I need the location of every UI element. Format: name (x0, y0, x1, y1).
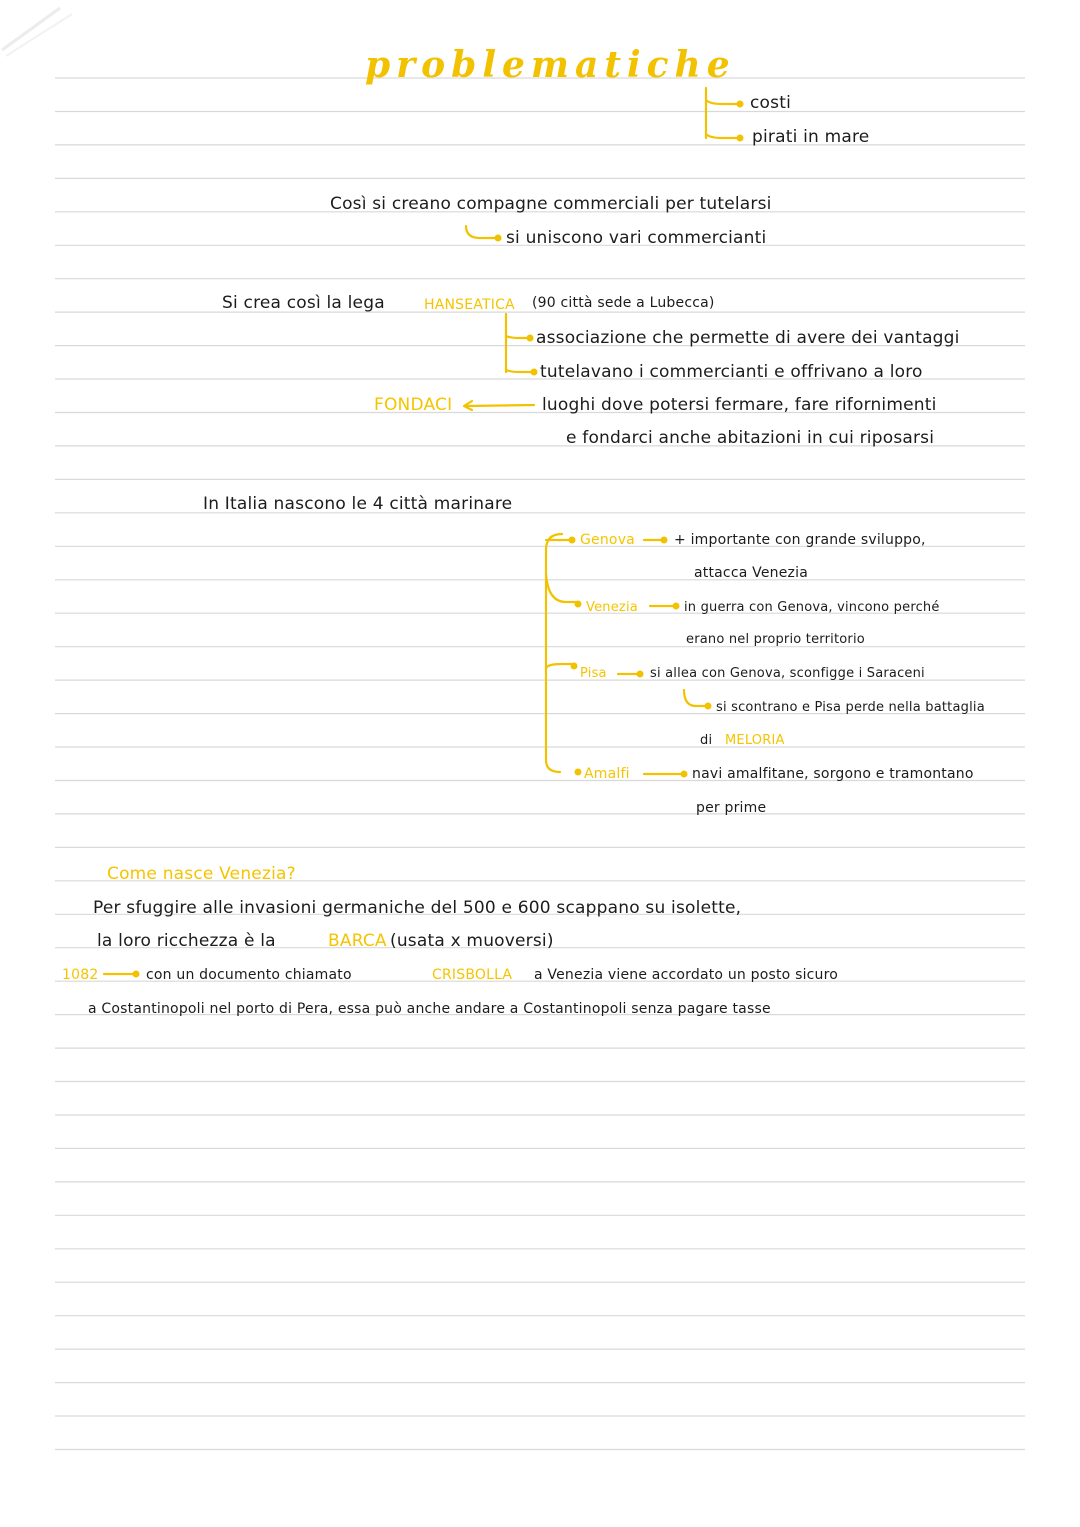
maritime-intro: In Italia nascono le 4 città marinare (203, 494, 513, 514)
amalfi-line-1: navi amalfitane, sorgono e tramontano (692, 766, 974, 782)
fondaci-line-2: e fondarci anche abitazioni in cui riposarsi (566, 428, 935, 448)
venezia-line-4: a Costantinopoli nel porto di Pera, essa può anche andare a Costantinopoli senza pagare tasse (88, 1001, 771, 1017)
venezia-line-1: Per sfuggire alle invasioni germaniche del 500 e 600 scappano su isolette, (93, 898, 742, 918)
genova-line-1: + importante con grande sviluppo, (674, 532, 926, 548)
city-pisa: Pisa (580, 666, 607, 681)
hansa-note: (90 città sede a Lubecca) (532, 295, 715, 311)
venezia-line-3a: con un documento chiamato (146, 967, 352, 983)
venezia-line-2a: la loro ricchezza è la (97, 931, 276, 951)
venezia-line-3b: a Venezia viene accordato un posto sicuro (534, 967, 839, 983)
hansa-prefix: Si crea così la lega (222, 293, 385, 313)
crisbolla-highlight: CRISBOLLA (432, 967, 513, 983)
companies-line: Così si creano compagne commerciali per tutelarsi (330, 194, 772, 214)
venezia-line-2: erano nel proprio territorio (686, 632, 865, 647)
companies-sub: si uniscono vari commercianti (506, 228, 767, 248)
pisa-line-3-prefix: di (700, 733, 713, 748)
genova-line-2: attacca Venezia (694, 565, 808, 581)
city-venezia: Venezia (586, 600, 638, 615)
venezia-line-2b: (usata x muoversi) (390, 931, 554, 951)
city-amalfi: Amalfi (584, 766, 630, 782)
pisa-line-1: si allea con Genova, sconfigge i Saraceni (650, 666, 925, 681)
meloria-highlight: MELORIA (725, 733, 785, 748)
problem-pirates: pirati in mare (752, 127, 870, 147)
hansa-point-2: tutelavano i commercianti e offrivano a loro (540, 362, 923, 382)
barca-highlight: BARCA (328, 931, 387, 951)
fondaci-line-1: luoghi dove potersi fermare, fare rifornimenti (542, 395, 937, 415)
corner-pencil-mark (0, 0, 80, 60)
pisa-line-2: si scontrano e Pisa perde nella battaglia (716, 700, 985, 715)
problem-costs: costi (750, 93, 791, 113)
hansa-name: HANSEATICA (424, 297, 515, 313)
venezia-line-1: in guerra con Genova, vincono perché (684, 600, 940, 615)
fondaci-label: FONDACI (374, 395, 453, 415)
city-genova: Genova (580, 532, 635, 548)
venezia-question: Come nasce Venezia? (107, 864, 296, 884)
hansa-point-1: associazione che permette di avere dei vantaggi (536, 328, 960, 348)
year-1082: 1082 (62, 967, 99, 983)
amalfi-line-2: per prime (696, 800, 767, 816)
page-title: problematiche (365, 44, 736, 86)
